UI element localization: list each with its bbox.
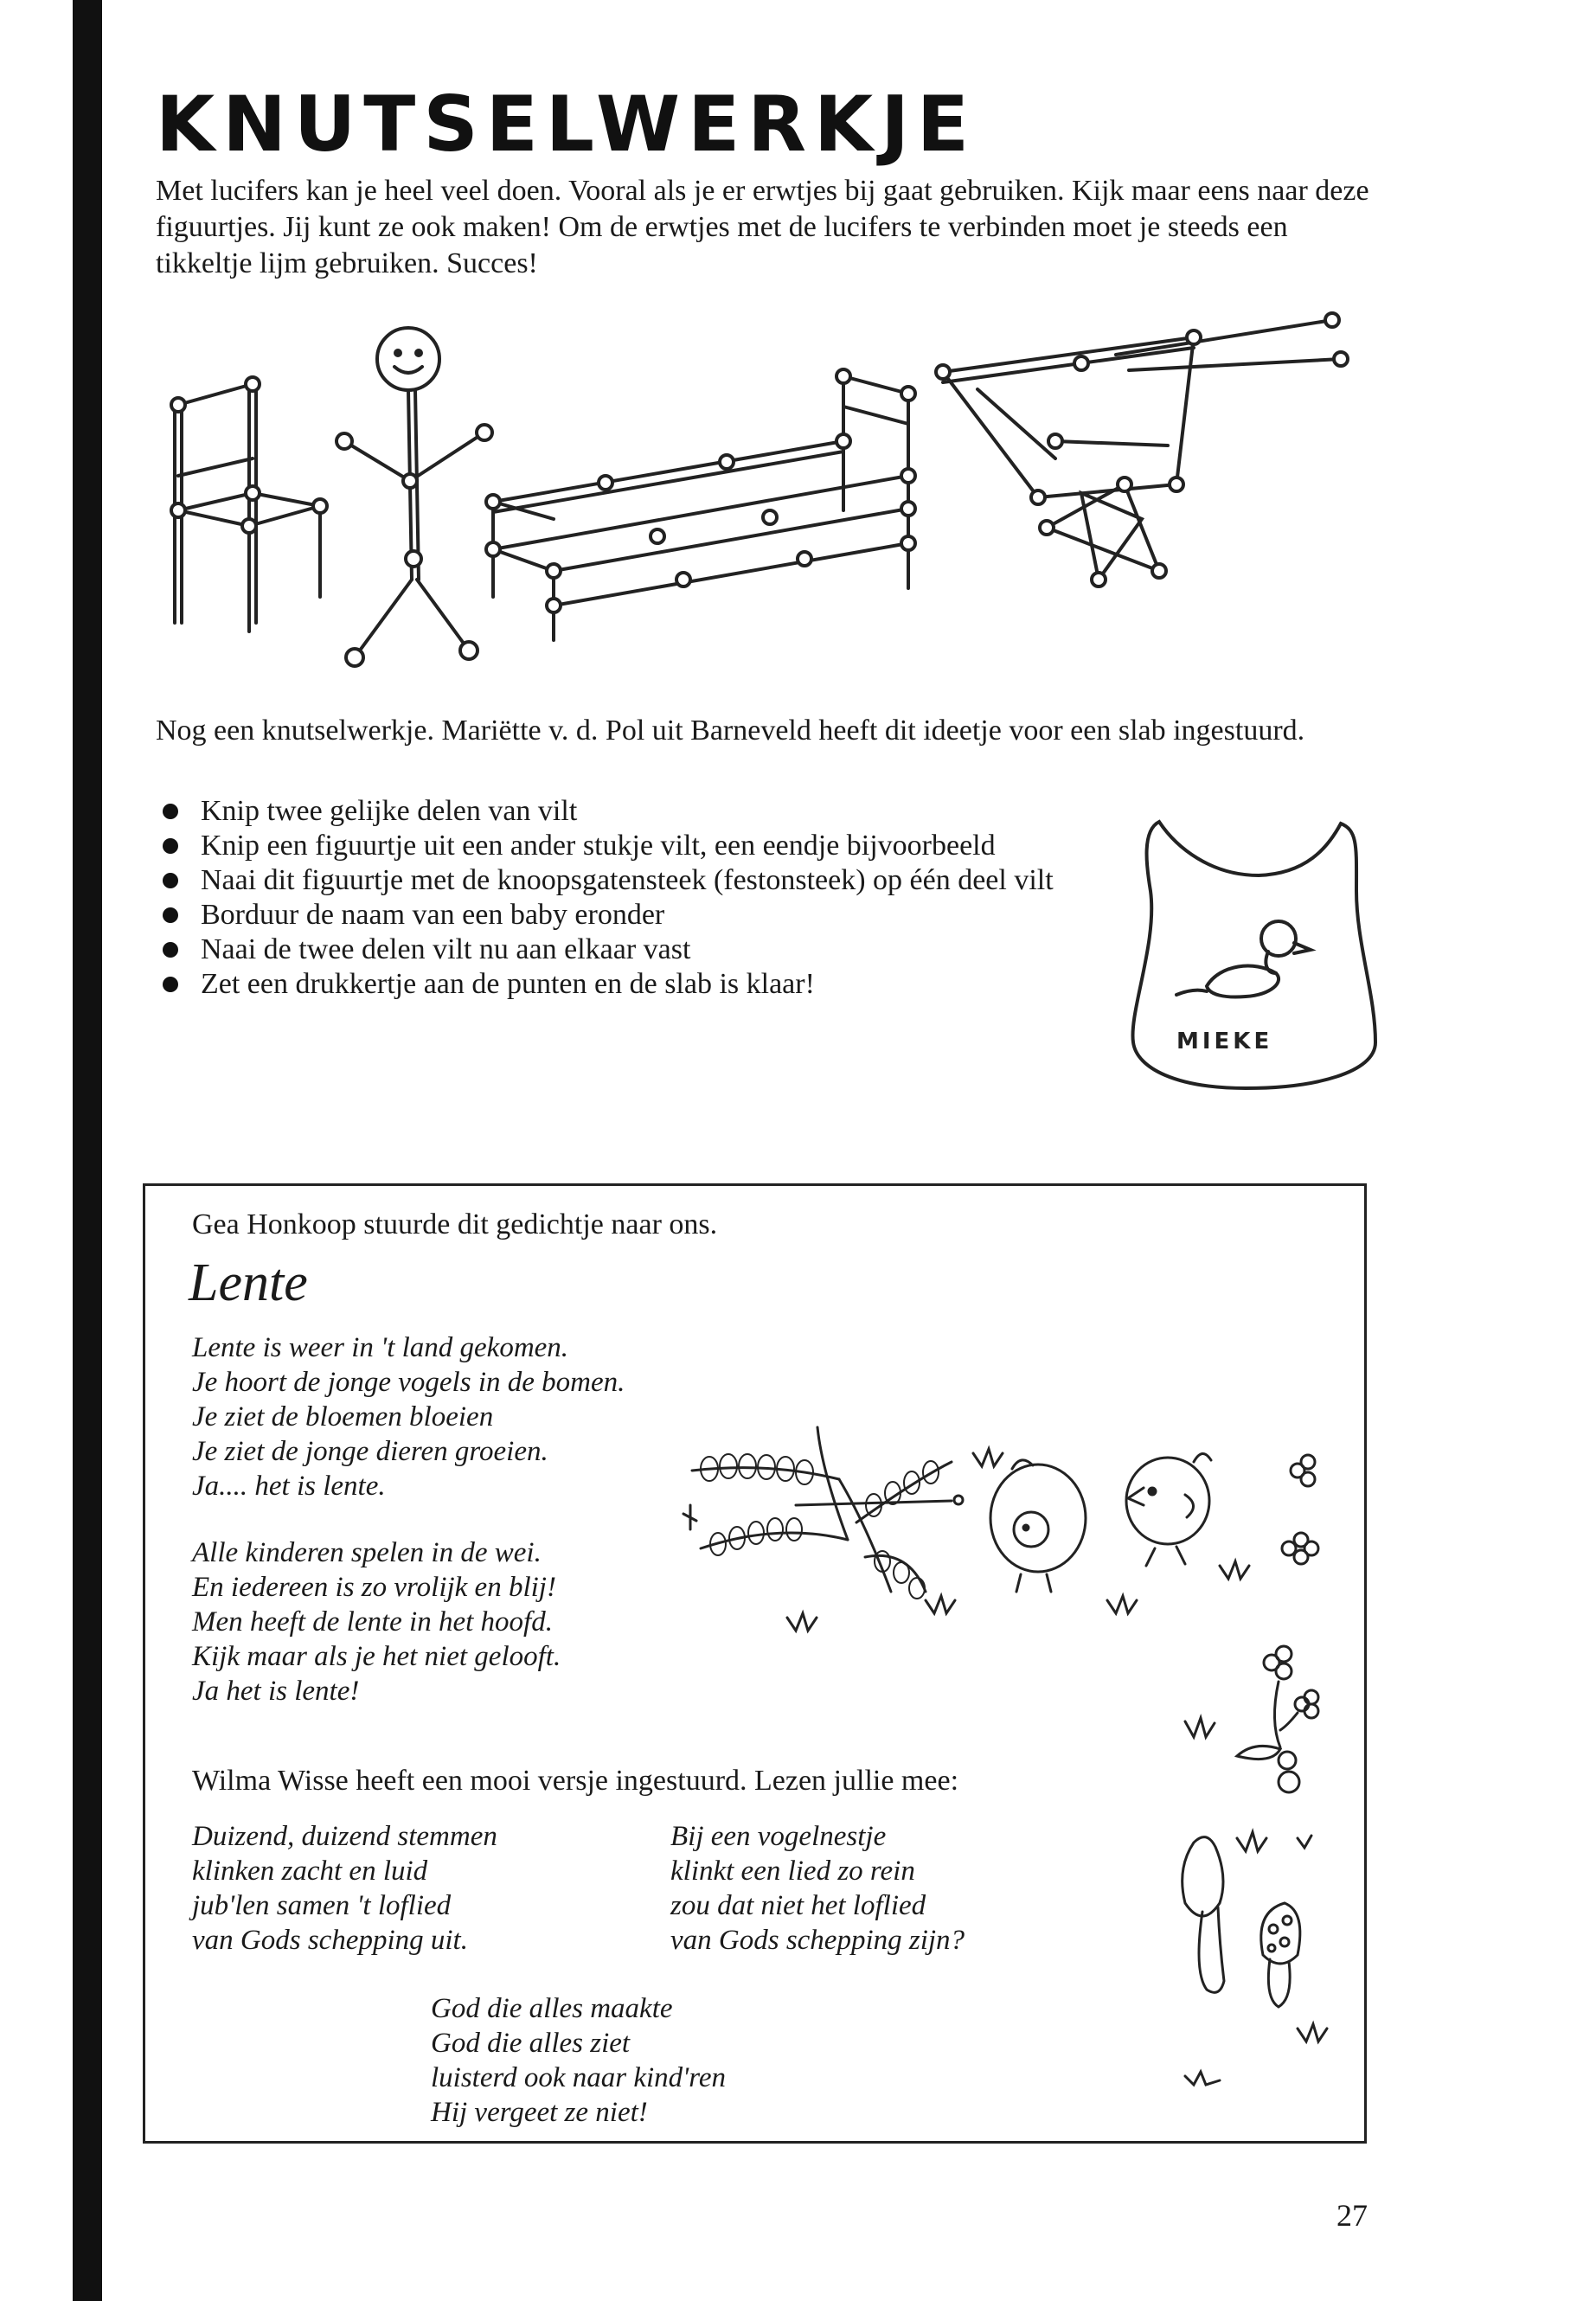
bullet-icon <box>163 942 178 958</box>
poem-title: Lente <box>189 1253 308 1312</box>
bib-embroidered-name: MIEKE <box>1176 1029 1273 1054</box>
spring-chicks-illustration <box>666 1419 1341 1644</box>
list-item: Knip een figuurtje uit een ander stukje vilt, een eendje bijvoorbeeld <box>156 829 1099 863</box>
bullet-icon <box>163 977 178 992</box>
list-item: Zet een drukkertje aan de punten en de slab is klaar! <box>156 967 1099 1002</box>
poem-line: Men heeft de lente in het hoofd. <box>192 1606 553 1638</box>
mushroom-drawing <box>1183 1837 1300 2007</box>
bib-steps-list <box>156 794 1099 1002</box>
list-item: Borduur de naam van een baby eronder <box>156 898 1099 933</box>
poem-line: En iedereen is zo vrolijk en blij! <box>192 1572 556 1603</box>
poem-line: van Gods schepping zijn? <box>670 1925 965 1956</box>
page-title: KNUTSELWERKJE <box>156 80 977 169</box>
poem-line: Kijk maar als je het niet gelooft. <box>192 1641 561 1672</box>
poem-line: Ja het is lente! <box>192 1676 360 1707</box>
poem-line: Bij een vogelnestje <box>670 1821 887 1852</box>
list-item: Knip twee gelijke delen van vilt <box>156 794 1099 829</box>
poem-line: van Gods schepping uit. <box>192 1925 468 1956</box>
poem-line: Je hoort de jonge vogels in de bomen. <box>192 1367 625 1398</box>
page-number: 27 <box>1336 2198 1368 2233</box>
matchstick-bed-drawing <box>486 369 915 640</box>
fern-plant-drawing <box>683 1427 963 1599</box>
flower-stem-drawing <box>1185 1646 1318 1792</box>
list-item: Naai dit figuurtje met de knoopsgatensteek (festonsteek) op één deel vilt <box>156 863 1099 898</box>
bib-illustration <box>1125 813 1384 1099</box>
poem-line: Je ziet de bloemen bloeien <box>192 1401 494 1433</box>
poem-line: luisterd ook naar kind'ren <box>431 2062 726 2093</box>
poem-line: Alle kinderen spelen in de wei. <box>192 1537 542 1568</box>
poem-line: Lente is weer in 't land gekomen. <box>192 1332 569 1363</box>
bib-intro-paragraph: Nog een knutselwerkje. Mariëtte v. d. Pol uit Barneveld heeft dit ideetje voor een slab ingestuurd. <box>156 715 1305 747</box>
bullet-icon <box>163 838 178 854</box>
poem-line: klinkt een lied zo rein <box>670 1856 915 1887</box>
matchstick-figures-illustration <box>147 311 1375 675</box>
chick-left-drawing <box>990 1460 1086 1592</box>
matchstick-man-drawing <box>337 328 492 666</box>
gea-intro-line: Gea Honkoop stuurde dit gedichtje naar ons. <box>192 1208 718 1240</box>
poem-line: zou dat niet het loflied <box>670 1890 926 1921</box>
poem-line: Hij vergeet ze niet! <box>431 2097 648 2128</box>
poem-line: Je ziet de jonge dieren groeien. <box>192 1436 548 1467</box>
matchstick-chair-drawing <box>171 377 327 631</box>
poem-line: Ja.... het is lente. <box>192 1471 386 1502</box>
chick-right-drawing <box>1126 1453 1211 1566</box>
bullet-icon <box>163 804 178 819</box>
list-item: Naai de twee delen vilt nu aan elkaar vast <box>156 933 1099 967</box>
verse-2 <box>670 1819 965 1958</box>
verse-3 <box>431 1991 726 2130</box>
poem-stanza-1 <box>192 1330 625 1503</box>
verse-1 <box>192 1819 497 1958</box>
intro-paragraph: Met lucifers kan je heel veel doen. Vooral als je er erwtjes bij gaat gebruiken. Kijk maar eens naar deze figuurtjes. Jij kunt ze ook maken! Om de erwtjes met de lucifers te verbinden moet je steeds een tikkeltje lijm gebruiken. Succes! <box>156 175 1369 279</box>
bullet-icon <box>163 873 178 888</box>
poem-line: God die alles maakte <box>431 1993 673 2024</box>
page-spine-bar <box>73 0 102 2301</box>
flower-icons-drawing <box>1282 1455 1318 1564</box>
grass-tufts-drawing <box>1185 1832 1327 2085</box>
wilma-intro-line: Wilma Wisse heeft een mooi versje ingestuurd. Lezen jullie mee: <box>192 1765 959 1797</box>
bullet-icon <box>163 907 178 923</box>
poem-line: Duizend, duizend stemmen <box>192 1821 497 1852</box>
poem-line: klinken zacht en luid <box>192 1856 428 1887</box>
matchstick-wheelbarrow-drawing <box>936 313 1348 586</box>
mushroom-flowers-illustration <box>1168 1644 1349 2102</box>
poem-line: jub'len samen 't loflied <box>192 1890 452 1921</box>
poem-line: God die alles ziet <box>431 2028 631 2059</box>
poem-stanza-2 <box>192 1535 561 1708</box>
